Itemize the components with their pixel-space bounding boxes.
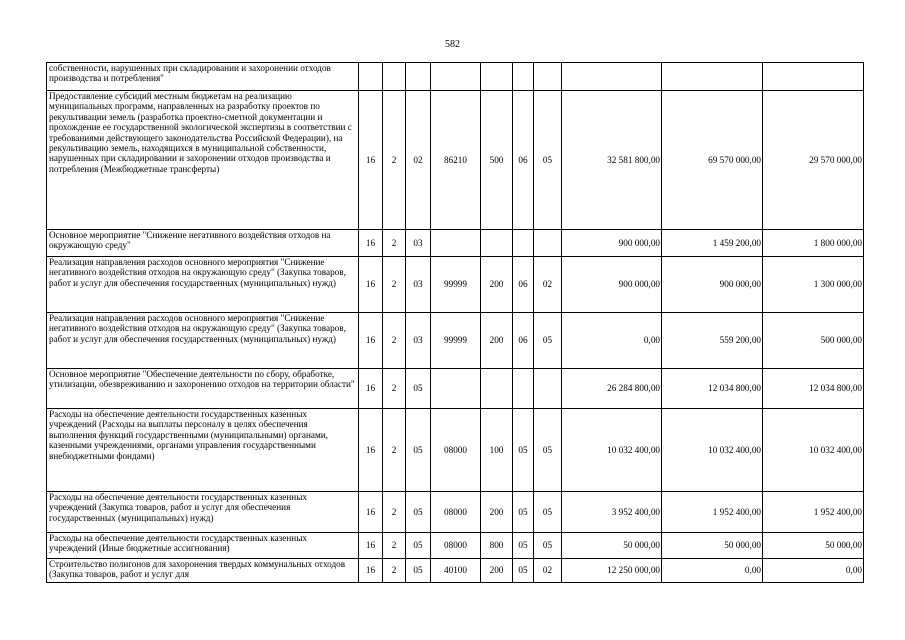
- amount-year3-cell: [763, 63, 864, 91]
- expense-type-cell: [481, 230, 513, 257]
- section-cell: 05: [513, 409, 534, 492]
- gp-code-cell: 16: [359, 409, 383, 492]
- om-code-cell: 02: [406, 91, 431, 230]
- expense-code-cell: 08000: [431, 533, 481, 559]
- expense-type-cell: 200: [481, 257, 513, 313]
- table-row: [47, 91, 864, 230]
- table-row: [47, 313, 864, 369]
- om-code-cell: 05: [406, 559, 431, 583]
- table-row: [47, 63, 864, 91]
- expense-type-cell: 200: [481, 313, 513, 369]
- gp-code-cell: 16: [359, 533, 383, 559]
- row-name-cell: Строительство полигонов для захоронения твердых коммунальных отходов (Закупка товаров, работ и услуг для: [47, 559, 359, 583]
- gp-code-cell: [359, 63, 383, 91]
- row-name-cell: Расходы на обеспечение деятельности государственных казенных учреждений (Расходы на выплаты персоналу в целях обеспечения выполнения функций государственными (муниципальными) органами, казенными учреждениями, органами управления государственными внебюджетными фондами): [47, 409, 359, 492]
- expense-code-cell: 08000: [431, 492, 481, 533]
- expense-type-cell: 200: [481, 559, 513, 583]
- amount-year2-cell: 10 032 400,00: [662, 409, 763, 492]
- gp-code-cell: 16: [359, 313, 383, 369]
- amount-year3-cell: 1 300 000,00: [763, 257, 864, 313]
- table-row: [47, 492, 864, 533]
- amount-year1-cell: 32 581 800,00: [562, 91, 662, 230]
- section-cell: [513, 63, 534, 91]
- pgp-code-cell: 2: [383, 559, 406, 583]
- section-cell: 06: [513, 257, 534, 313]
- om-code-cell: 05: [406, 369, 431, 409]
- om-code-cell: 05: [406, 492, 431, 533]
- subsection-cell: 05: [534, 492, 562, 533]
- pgp-code-cell: 2: [383, 369, 406, 409]
- gp-code-cell: 16: [359, 492, 383, 533]
- amount-year3-cell: 10 032 400,00: [763, 409, 864, 492]
- amount-year3-cell: 1 952 400,00: [763, 492, 864, 533]
- table-row: [47, 409, 864, 492]
- amount-year3-cell: 0,00: [763, 559, 864, 583]
- table-row: [47, 230, 864, 257]
- pgp-code-cell: 2: [383, 257, 406, 313]
- amount-year1-cell: 900 000,00: [562, 257, 662, 313]
- gp-code-cell: 16: [359, 257, 383, 313]
- amount-year1-cell: [562, 63, 662, 91]
- om-code-cell: 03: [406, 257, 431, 313]
- subsection-cell: 05: [534, 409, 562, 492]
- amount-year2-cell: 559 200,00: [662, 313, 763, 369]
- subsection-cell: [534, 63, 562, 91]
- row-name-cell: Предоставление субсидий местным бюджетам на реализацию муниципальных программ, направленных на разработку проектов по рекультивации земель (разработка проектно-сметной документации и прохождение ее государственной экологической экспертизы в соответствии с требованиями действующего законодательства Российской Федерации), на рекультивацию земель, находящихся в муниципальной собственности, нарушенных при складировании и захоронении отходов производства и потребления (Межбюджетные трансферты): [47, 91, 359, 230]
- amount-year3-cell: 1 800 000,00: [763, 230, 864, 257]
- section-cell: 05: [513, 533, 534, 559]
- amount-year3-cell: 29 570 000,00: [763, 91, 864, 230]
- expense-type-cell: 500: [481, 91, 513, 230]
- table-row: [47, 559, 864, 583]
- amount-year2-cell: 1 459 200,00: [662, 230, 763, 257]
- section-cell: 05: [513, 492, 534, 533]
- section-cell: 05: [513, 559, 534, 583]
- subsection-cell: 02: [534, 257, 562, 313]
- amount-year1-cell: 12 250 000,00: [562, 559, 662, 583]
- amount-year2-cell: 1 952 400,00: [662, 492, 763, 533]
- pgp-code-cell: 2: [383, 313, 406, 369]
- expense-code-cell: 86210: [431, 91, 481, 230]
- amount-year1-cell: 50 000,00: [562, 533, 662, 559]
- gp-code-cell: 16: [359, 91, 383, 230]
- table-row: [47, 257, 864, 313]
- pgp-code-cell: 2: [383, 492, 406, 533]
- amount-year1-cell: 0,00: [562, 313, 662, 369]
- amount-year2-cell: [662, 63, 763, 91]
- pgp-code-cell: 2: [383, 91, 406, 230]
- pgp-code-cell: 2: [383, 230, 406, 257]
- budget-table: [46, 62, 864, 583]
- amount-year3-cell: 500 000,00: [763, 313, 864, 369]
- subsection-cell: 05: [534, 313, 562, 369]
- pgp-code-cell: 2: [383, 409, 406, 492]
- pgp-code-cell: [383, 63, 406, 91]
- expense-code-cell: [431, 63, 481, 91]
- row-name-cell: Реализация направления расходов основного мероприятия "Снижение негативного воздействия отходов на окружающую среду" (Закупка товаров, работ и услуг для обеспечения государственных (муниципальных) нужд): [47, 313, 359, 369]
- om-code-cell: 03: [406, 230, 431, 257]
- amount-year2-cell: 69 570 000,00: [662, 91, 763, 230]
- amount-year1-cell: 3 952 400,00: [562, 492, 662, 533]
- expense-type-cell: 800: [481, 533, 513, 559]
- expense-code-cell: [431, 369, 481, 409]
- amount-year1-cell: 900 000,00: [562, 230, 662, 257]
- gp-code-cell: 16: [359, 559, 383, 583]
- expense-code-cell: 40100: [431, 559, 481, 583]
- row-name-cell: Расходы на обеспечение деятельности государственных казенных учреждений (Закупка товаров, работ и услуг для обеспечения государственных (муниципальных) нужд): [47, 492, 359, 533]
- amount-year2-cell: 0,00: [662, 559, 763, 583]
- expense-code-cell: 99999: [431, 313, 481, 369]
- section-cell: [513, 369, 534, 409]
- subsection-cell: 05: [534, 91, 562, 230]
- gp-code-cell: 16: [359, 230, 383, 257]
- expense-type-cell: 200: [481, 492, 513, 533]
- amount-year3-cell: 12 034 800,00: [763, 369, 864, 409]
- amount-year2-cell: 900 000,00: [662, 257, 763, 313]
- expense-type-cell: [481, 369, 513, 409]
- expense-code-cell: 08000: [431, 409, 481, 492]
- section-cell: [513, 230, 534, 257]
- row-name-cell: Основное мероприятие "Снижение негативного воздействия отходов на окружающую среду": [47, 230, 359, 257]
- amount-year3-cell: 50 000,00: [763, 533, 864, 559]
- subsection-cell: [534, 369, 562, 409]
- expense-type-cell: 100: [481, 409, 513, 492]
- expense-code-cell: 99999: [431, 257, 481, 313]
- expense-code-cell: [431, 230, 481, 257]
- amount-year2-cell: 12 034 800,00: [662, 369, 763, 409]
- section-cell: 06: [513, 313, 534, 369]
- subsection-cell: 05: [534, 533, 562, 559]
- page-number: 582: [445, 39, 460, 50]
- amount-year2-cell: 50 000,00: [662, 533, 763, 559]
- row-name-cell: Расходы на обеспечение деятельности государственных казенных учреждений (Иные бюджетные ассигнования): [47, 533, 359, 559]
- row-name-cell: собственности, нарушенных при складировании и захоронении отходов производства и потребления": [47, 63, 359, 91]
- om-code-cell: [406, 63, 431, 91]
- om-code-cell: 05: [406, 409, 431, 492]
- subsection-cell: [534, 230, 562, 257]
- row-name-cell: Реализация направления расходов основного мероприятия "Снижение негативного воздействия отходов на окружающую среду" (Закупка товаров, работ и услуг для обеспечения государственных (муниципальных) нужд): [47, 257, 359, 313]
- table-row: [47, 533, 864, 559]
- table-row: [47, 369, 864, 409]
- amount-year1-cell: 26 284 800,00: [562, 369, 662, 409]
- section-cell: 06: [513, 91, 534, 230]
- gp-code-cell: 16: [359, 369, 383, 409]
- om-code-cell: 05: [406, 533, 431, 559]
- expense-type-cell: [481, 63, 513, 91]
- row-name-cell: Основное мероприятие "Обеспечение деятельности по сбору, обработке, утилизации, обезвреживанию и захоронению отходов на территории области": [47, 369, 359, 409]
- om-code-cell: 03: [406, 313, 431, 369]
- amount-year1-cell: 10 032 400,00: [562, 409, 662, 492]
- pgp-code-cell: 2: [383, 533, 406, 559]
- subsection-cell: 02: [534, 559, 562, 583]
